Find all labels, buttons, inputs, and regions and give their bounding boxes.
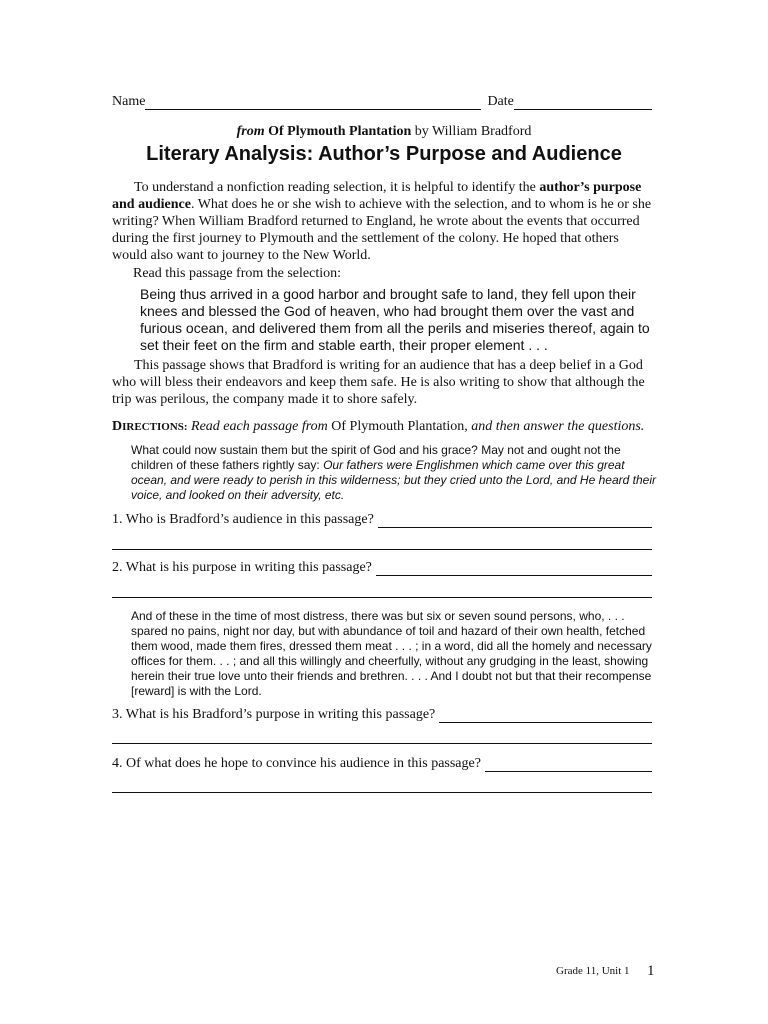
answer-3-line[interactable]: [112, 743, 652, 744]
footer-unit: Grade 11, Unit 1: [556, 965, 630, 977]
date-field[interactable]: [514, 95, 652, 110]
directions-text2: and then answer the questions.: [467, 419, 645, 434]
question-1-row: [112, 510, 652, 528]
directions-text1: Read each passage from: [187, 419, 332, 434]
quote2-plain: What could now sustain them but the spirit of God and his grace? May not and ought not the children of these fathers rightly say:: [131, 443, 621, 472]
directions-label: [112, 419, 188, 434]
answer-2-line[interactable]: [112, 597, 652, 598]
directions-label-rest: IRECTIONS:: [122, 421, 188, 433]
date-label: Date: [487, 94, 514, 109]
quote2-italic: Our fathers were Englishmen which came over this great ocean, and were ready to perish in this wilderness; but they cried unto the Lord, and He heard their voice, and looked on their adversity, etc.: [131, 458, 656, 502]
directions-work: Of Plymouth Plantation,: [331, 419, 468, 434]
question-3: 3. What is his Bradford’s purpose in writing this passage?: [112, 707, 436, 722]
subtitle-author: by William Bradford: [411, 124, 532, 139]
question-1: 1. Who is Bradford’s audience in this passage?: [112, 512, 374, 527]
quote-block-2: [131, 443, 657, 503]
page-title: Literary Analysis: Author’s Purpose and Audience: [146, 143, 622, 165]
answer-3-field[interactable]: [439, 708, 652, 723]
quote-block-3: And of these in the time of most distress, there was but six or seven sound persons, who, . . . spared no pains, night nor day, but with abundance of toil and hazard of their own health, fetched them wood, made them fires, dressed them meat . . . ; in a word, did all the homely and necessary offices for them. . . ; and all this willingly and cheerfully, without any grudging in the least, showing herein their true love unto their friends and brethren. . . . And I doubt not but that their recompense [reward] is with the Lord.: [131, 609, 652, 698]
answer-4-field[interactable]: [485, 757, 652, 772]
question-4-row: [112, 754, 652, 772]
answer-2-field[interactable]: [376, 561, 652, 576]
name-date-row: [112, 92, 652, 110]
answer-4-line[interactable]: [112, 792, 652, 793]
read-passage-text: Read this passage from the selection:: [133, 266, 341, 281]
subtitle-from: from: [236, 124, 265, 139]
directions: [112, 418, 672, 436]
name-label: Name: [112, 94, 146, 109]
question-2: 2. What is his purpose in writing this passage?: [112, 560, 372, 575]
question-3-row: [112, 705, 652, 723]
intro-paragraph: [112, 179, 654, 264]
intro-part2: . What does he or she wish to achieve with the selection, and to whom is he or she writing? When William Bradford returned to England, he wrote about the events that occurred during the first journey to Plymouth and the settlement of the colony. He hoped that others would also want to journey to the New World.: [112, 197, 652, 263]
subtitle: [0, 124, 768, 140]
quote-block-1: Being thus arrived in a good harbor and brought safe to land, they fell upon their knees and blessed the God of heaven, who had brought them over the vast and furious ocean, and delivered them from all the perils and miseries thereof, again to set their feet on the firm and stable earth, their proper element . . .: [140, 286, 650, 353]
page-number: 1: [647, 963, 655, 979]
intro-bold: author’s purpose and audience: [112, 180, 642, 212]
name-field[interactable]: [145, 95, 481, 110]
subtitle-work: Of Plymouth Plantation: [268, 124, 412, 139]
analysis-paragraph: This passage shows that Bradford is writing for an audience that has a deep belief in a God who will bless their endeavors and keep them safe. He is also writing to show that although the trip was perilous, the company made it to shore safely.: [112, 358, 645, 407]
intro-part1: To understand a nonfiction reading selection, it is helpful to identify the: [134, 180, 540, 195]
directions-label-cap: D: [112, 419, 123, 434]
question-2-row: [112, 558, 652, 576]
answer-1-field[interactable]: [378, 513, 652, 528]
question-4: 4. Of what does he hope to convince his audience in this passage?: [112, 756, 481, 771]
answer-1-line[interactable]: [112, 549, 652, 550]
